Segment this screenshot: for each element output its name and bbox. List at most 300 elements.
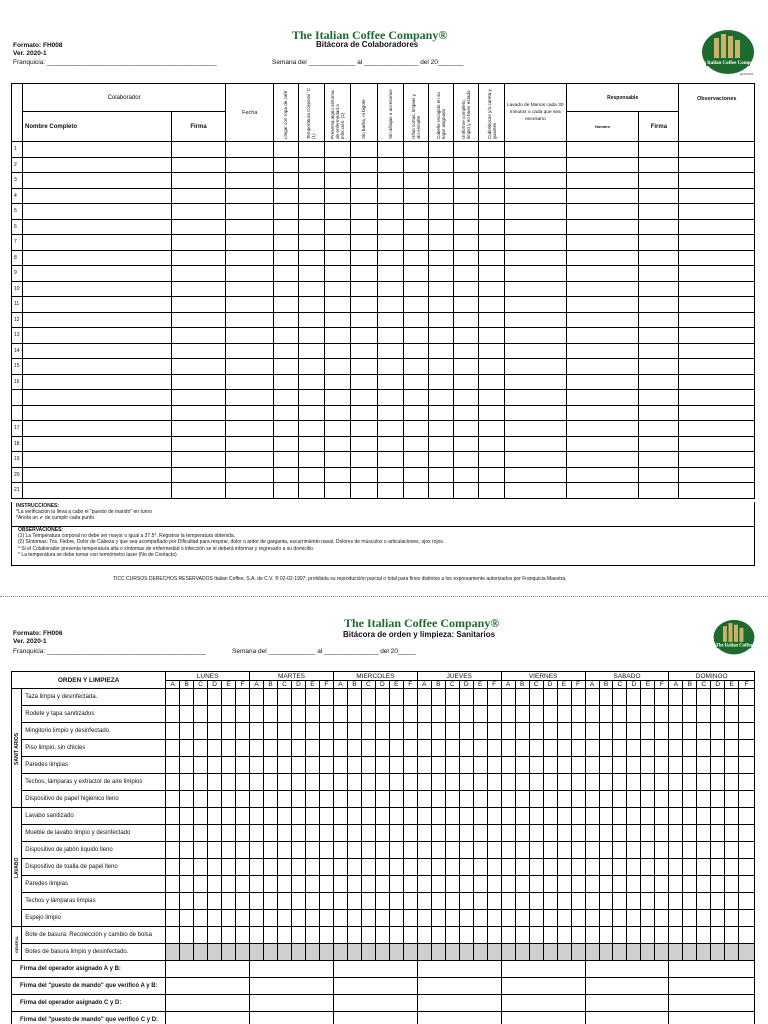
check-cell[interactable] [319,859,333,876]
entry-cell[interactable] [404,188,429,204]
entry-cell[interactable] [377,250,403,266]
check-cell[interactable] [683,842,697,859]
entry-cell[interactable] [429,374,454,390]
entry-cell[interactable] [350,452,377,468]
check-cell[interactable] [585,842,599,859]
entry-cell[interactable] [298,173,324,189]
entry-cell[interactable] [454,173,479,189]
check-cell[interactable] [473,825,487,842]
check-cell[interactable] [585,791,599,808]
check-cell[interactable] [487,927,501,944]
check-cell[interactable] [180,689,194,706]
entry-cell[interactable] [350,173,377,189]
entry-cell[interactable] [679,483,755,499]
check-cell[interactable] [655,740,669,757]
check-cell[interactable] [613,944,627,961]
check-cell[interactable] [403,723,417,740]
check-cell[interactable] [208,757,222,774]
entry-cell[interactable] [298,250,324,266]
entry-cell[interactable] [226,250,274,266]
check-cell[interactable] [333,723,347,740]
entry-cell[interactable] [429,204,454,220]
check-cell[interactable] [641,944,655,961]
check-cell[interactable] [557,808,571,825]
entry-cell[interactable] [479,405,504,421]
entry-cell[interactable] [298,312,324,328]
entry-cell[interactable] [479,467,504,483]
entry-cell[interactable] [350,483,377,499]
check-cell[interactable] [250,825,264,842]
check-cell[interactable] [711,757,725,774]
entry-cell[interactable] [171,405,225,421]
entry-cell[interactable] [298,157,324,173]
entry-cell[interactable] [171,483,225,499]
entry-cell[interactable] [504,235,566,251]
check-cell[interactable] [250,757,264,774]
entry-cell[interactable] [639,235,679,251]
entry-cell[interactable] [479,343,504,359]
check-cell[interactable] [571,910,585,927]
check-cell[interactable] [291,825,305,842]
check-cell[interactable] [180,740,194,757]
check-cell[interactable] [599,791,613,808]
check-cell[interactable] [291,910,305,927]
franchise-field[interactable]: Franquicia: _______________________________________________ [13,59,217,66]
check-cell[interactable] [543,774,557,791]
entry-cell[interactable] [479,452,504,468]
entry-cell[interactable] [639,421,679,437]
check-cell[interactable] [669,944,683,961]
check-cell[interactable] [571,740,585,757]
check-cell[interactable] [641,825,655,842]
entry-cell[interactable] [298,359,324,375]
check-cell[interactable] [515,825,529,842]
check-cell[interactable] [361,774,375,791]
entry-cell[interactable] [429,467,454,483]
check-cell[interactable] [347,791,361,808]
check-cell[interactable] [194,689,208,706]
check-cell[interactable] [501,825,515,842]
check-cell[interactable] [403,893,417,910]
check-cell[interactable] [305,723,319,740]
check-cell[interactable] [515,944,529,961]
entry-cell[interactable] [429,219,454,235]
check-cell[interactable] [361,944,375,961]
entry-cell[interactable] [171,421,225,437]
check-cell[interactable] [487,910,501,927]
check-cell[interactable] [236,808,250,825]
check-cell[interactable] [278,791,292,808]
entry-cell[interactable] [639,467,679,483]
check-cell[interactable] [347,876,361,893]
check-cell[interactable] [361,876,375,893]
check-cell[interactable] [613,842,627,859]
entry-cell[interactable] [639,405,679,421]
check-cell[interactable] [403,842,417,859]
entry-cell[interactable] [324,312,350,328]
entry-cell[interactable] [479,219,504,235]
check-cell[interactable] [305,825,319,842]
check-cell[interactable] [208,876,222,893]
entry-cell[interactable] [350,359,377,375]
signature-cell[interactable] [417,1012,501,1024]
entry-cell[interactable] [324,250,350,266]
check-cell[interactable] [529,689,543,706]
check-cell[interactable] [683,740,697,757]
entry-cell[interactable] [454,421,479,437]
entry-cell[interactable] [679,390,755,406]
entry-cell[interactable] [566,312,638,328]
check-cell[interactable] [445,825,459,842]
check-cell[interactable] [683,927,697,944]
entry-cell[interactable] [429,452,454,468]
entry-cell[interactable] [324,421,350,437]
entry-cell[interactable] [404,173,429,189]
check-cell[interactable] [222,859,236,876]
check-cell[interactable] [459,893,473,910]
entry-cell[interactable] [298,421,324,437]
entry-cell[interactable] [324,297,350,313]
check-cell[interactable] [571,893,585,910]
entry-cell[interactable] [23,188,172,204]
entry-cell[interactable] [274,266,298,282]
check-cell[interactable] [627,927,641,944]
entry-cell[interactable] [679,204,755,220]
entry-cell[interactable] [454,297,479,313]
check-cell[interactable] [697,876,711,893]
check-cell[interactable] [473,706,487,723]
entry-cell[interactable] [639,188,679,204]
check-cell[interactable] [473,723,487,740]
signature-cell[interactable] [585,961,669,978]
check-cell[interactable] [669,740,683,757]
entry-cell[interactable] [504,467,566,483]
check-cell[interactable] [333,825,347,842]
check-cell[interactable] [585,689,599,706]
entry-cell[interactable] [350,204,377,220]
check-cell[interactable] [222,723,236,740]
check-cell[interactable] [669,723,683,740]
entry-cell[interactable] [171,436,225,452]
check-cell[interactable] [487,808,501,825]
entry-cell[interactable] [226,483,274,499]
entry-cell[interactable] [23,359,172,375]
check-cell[interactable] [208,808,222,825]
entry-cell[interactable] [298,374,324,390]
check-cell[interactable] [208,910,222,927]
check-cell[interactable] [389,791,403,808]
signature-cell[interactable] [669,961,755,978]
check-cell[interactable] [501,876,515,893]
check-cell[interactable] [739,774,755,791]
check-cell[interactable] [208,842,222,859]
entry-cell[interactable] [274,235,298,251]
check-cell[interactable] [403,791,417,808]
check-cell[interactable] [375,893,389,910]
check-cell[interactable] [613,808,627,825]
check-cell[interactable] [291,723,305,740]
check-cell[interactable] [403,876,417,893]
check-cell[interactable] [194,825,208,842]
check-cell[interactable] [571,689,585,706]
entry-cell[interactable] [429,297,454,313]
check-cell[interactable] [529,791,543,808]
check-cell[interactable] [236,774,250,791]
signature-cell[interactable] [669,995,755,1012]
check-cell[interactable] [459,944,473,961]
check-cell[interactable] [208,723,222,740]
entry-cell[interactable] [404,312,429,328]
entry-cell[interactable] [566,188,638,204]
entry-cell[interactable] [350,188,377,204]
check-cell[interactable] [739,740,755,757]
entry-cell[interactable] [679,436,755,452]
entry-cell[interactable] [504,219,566,235]
entry-cell[interactable] [429,390,454,406]
entry-cell[interactable] [639,359,679,375]
entry-cell[interactable] [350,421,377,437]
check-cell[interactable] [361,910,375,927]
entry-cell[interactable] [566,173,638,189]
check-cell[interactable] [627,791,641,808]
check-cell[interactable] [641,876,655,893]
check-cell[interactable] [725,825,739,842]
signature-cell[interactable] [417,961,501,978]
check-cell[interactable] [655,689,669,706]
check-cell[interactable] [445,842,459,859]
check-cell[interactable] [585,859,599,876]
entry-cell[interactable] [639,328,679,344]
check-cell[interactable] [417,791,431,808]
check-cell[interactable] [711,723,725,740]
check-cell[interactable] [725,927,739,944]
check-cell[interactable] [319,791,333,808]
entry-cell[interactable] [679,405,755,421]
check-cell[interactable] [739,927,755,944]
check-cell[interactable] [278,706,292,723]
check-cell[interactable] [347,944,361,961]
entry-cell[interactable] [23,421,172,437]
check-cell[interactable] [487,723,501,740]
check-cell[interactable] [529,825,543,842]
check-cell[interactable] [319,740,333,757]
check-cell[interactable] [641,859,655,876]
check-cell[interactable] [725,774,739,791]
check-cell[interactable] [557,842,571,859]
check-cell[interactable] [264,723,278,740]
entry-cell[interactable] [454,343,479,359]
check-cell[interactable] [655,706,669,723]
check-cell[interactable] [599,706,613,723]
entry-cell[interactable] [171,312,225,328]
check-cell[interactable] [319,808,333,825]
check-cell[interactable] [208,740,222,757]
check-cell[interactable] [194,893,208,910]
week-field[interactable]: Semana del _____________ al _______________ del 20_______ [272,59,464,66]
entry-cell[interactable] [171,467,225,483]
entry-cell[interactable] [324,328,350,344]
entry-cell[interactable] [324,142,350,158]
check-cell[interactable] [515,791,529,808]
entry-cell[interactable] [679,142,755,158]
check-cell[interactable] [459,706,473,723]
entry-cell[interactable] [454,188,479,204]
check-cell[interactable] [180,893,194,910]
check-cell[interactable] [683,723,697,740]
check-cell[interactable] [291,740,305,757]
check-cell[interactable] [557,859,571,876]
check-cell[interactable] [529,723,543,740]
check-cell[interactable] [697,842,711,859]
check-cell[interactable] [473,689,487,706]
check-cell[interactable] [501,791,515,808]
entry-cell[interactable] [504,405,566,421]
entry-cell[interactable] [429,235,454,251]
signature-cell[interactable] [333,995,417,1012]
check-cell[interactable] [194,706,208,723]
entry-cell[interactable] [274,297,298,313]
check-cell[interactable] [403,825,417,842]
check-cell[interactable] [697,944,711,961]
check-cell[interactable] [403,927,417,944]
entry-cell[interactable] [454,452,479,468]
check-cell[interactable] [389,859,403,876]
check-cell[interactable] [739,876,755,893]
check-cell[interactable] [250,893,264,910]
check-cell[interactable] [655,842,669,859]
check-cell[interactable] [515,723,529,740]
check-cell[interactable] [739,825,755,842]
entry-cell[interactable] [171,142,225,158]
check-cell[interactable] [333,910,347,927]
check-cell[interactable] [222,808,236,825]
check-cell[interactable] [711,706,725,723]
check-cell[interactable] [627,723,641,740]
check-cell[interactable] [236,910,250,927]
check-cell[interactable] [571,791,585,808]
check-cell[interactable] [613,910,627,927]
check-cell[interactable] [529,859,543,876]
entry-cell[interactable] [377,467,403,483]
entry-cell[interactable] [23,312,172,328]
entry-cell[interactable] [479,204,504,220]
entry-cell[interactable] [350,467,377,483]
check-cell[interactable] [445,859,459,876]
entry-cell[interactable] [226,359,274,375]
check-cell[interactable] [347,927,361,944]
entry-cell[interactable] [274,219,298,235]
check-cell[interactable] [557,774,571,791]
check-cell[interactable] [613,791,627,808]
check-cell[interactable] [711,825,725,842]
check-cell[interactable] [347,723,361,740]
check-cell[interactable] [431,876,445,893]
entry-cell[interactable] [566,235,638,251]
check-cell[interactable] [627,893,641,910]
check-cell[interactable] [487,791,501,808]
check-cell[interactable] [375,774,389,791]
entry-cell[interactable] [479,235,504,251]
check-cell[interactable] [669,757,683,774]
entry-cell[interactable] [479,297,504,313]
check-cell[interactable] [166,825,180,842]
check-cell[interactable] [445,723,459,740]
entry-cell[interactable] [479,188,504,204]
check-cell[interactable] [180,808,194,825]
entry-cell[interactable] [454,467,479,483]
check-cell[interactable] [291,927,305,944]
check-cell[interactable] [683,893,697,910]
entry-cell[interactable] [679,297,755,313]
check-cell[interactable] [403,689,417,706]
check-cell[interactable] [683,859,697,876]
entry-cell[interactable] [377,328,403,344]
entry-cell[interactable] [639,204,679,220]
check-cell[interactable] [739,689,755,706]
check-cell[interactable] [236,842,250,859]
check-cell[interactable] [194,944,208,961]
check-cell[interactable] [250,689,264,706]
check-cell[interactable] [459,808,473,825]
check-cell[interactable] [361,859,375,876]
entry-cell[interactable] [377,452,403,468]
check-cell[interactable] [180,791,194,808]
check-cell[interactable] [445,944,459,961]
entry-cell[interactable] [479,421,504,437]
check-cell[interactable] [501,740,515,757]
entry-cell[interactable] [274,467,298,483]
entry-cell[interactable] [377,359,403,375]
check-cell[interactable] [180,723,194,740]
check-cell[interactable] [208,859,222,876]
entry-cell[interactable] [377,266,403,282]
check-cell[interactable] [599,757,613,774]
check-cell[interactable] [305,706,319,723]
check-cell[interactable] [487,859,501,876]
check-cell[interactable] [585,893,599,910]
check-cell[interactable] [222,706,236,723]
check-cell[interactable] [431,774,445,791]
check-cell[interactable] [515,876,529,893]
check-cell[interactable] [333,944,347,961]
entry-cell[interactable] [377,483,403,499]
entry-cell[interactable] [171,374,225,390]
entry-cell[interactable] [454,390,479,406]
entry-cell[interactable] [504,204,566,220]
signature-cell[interactable] [166,961,250,978]
entry-cell[interactable] [429,312,454,328]
check-cell[interactable] [641,910,655,927]
check-cell[interactable] [585,825,599,842]
check-cell[interactable] [613,859,627,876]
check-cell[interactable] [669,876,683,893]
signature-cell[interactable] [333,961,417,978]
check-cell[interactable] [515,757,529,774]
check-cell[interactable] [515,808,529,825]
entry-cell[interactable] [23,343,172,359]
entry-cell[interactable] [454,157,479,173]
check-cell[interactable] [543,757,557,774]
check-cell[interactable] [725,723,739,740]
check-cell[interactable] [291,791,305,808]
entry-cell[interactable] [479,281,504,297]
check-cell[interactable] [208,944,222,961]
check-cell[interactable] [683,757,697,774]
entry-cell[interactable] [324,483,350,499]
entry-cell[interactable] [566,266,638,282]
check-cell[interactable] [250,927,264,944]
check-cell[interactable] [711,910,725,927]
